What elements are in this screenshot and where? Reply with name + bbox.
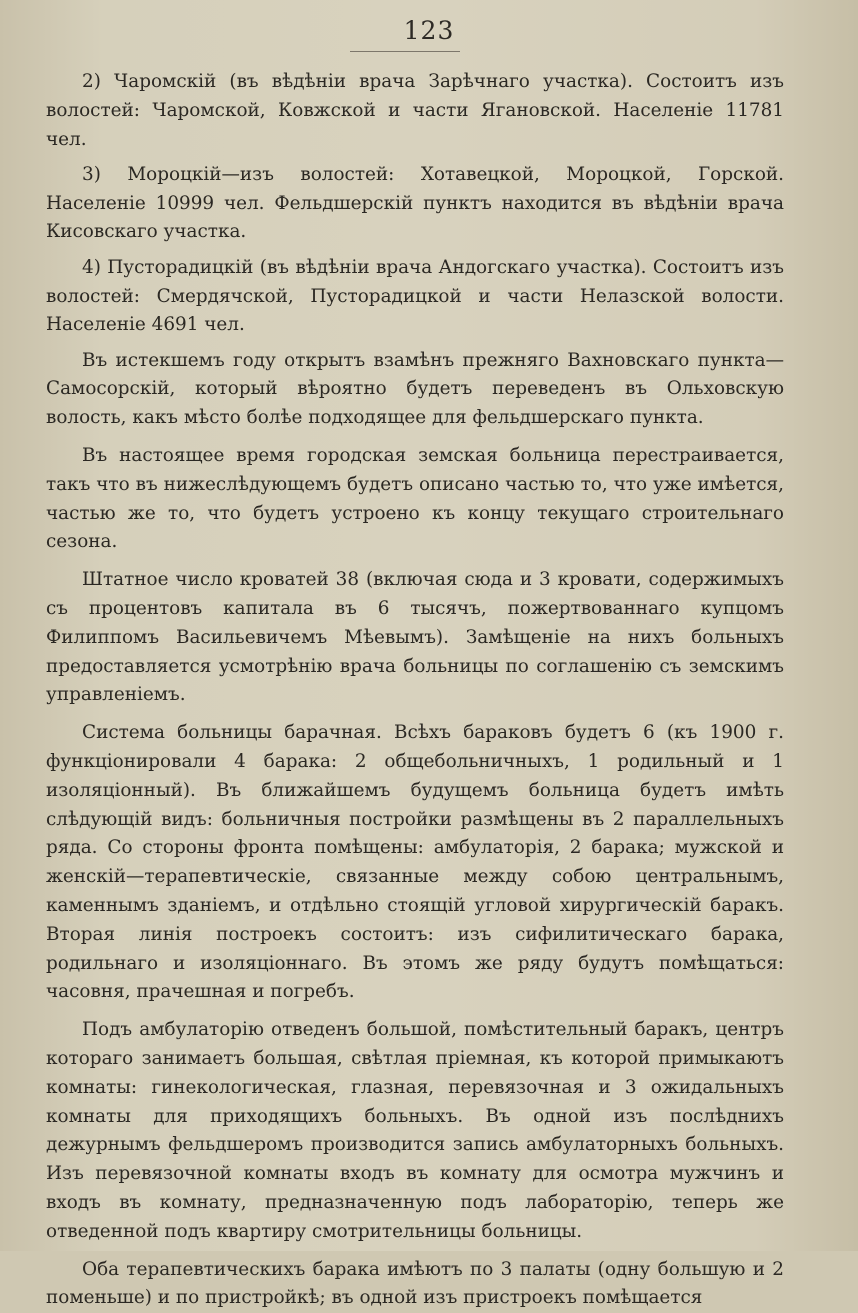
paragraph-therapeutic-barracks: Оба терапевтическихъ барака имѣютъ по 3 палаты (одну большую и 2 поменьше) и по пристройкѣ; въ одной изъ пристроекъ помѣщается (46, 1258, 784, 1309)
paragraph-samosorsky: Въ истекшемъ году открытъ взамѣнъ прежняго Вахновскаго пункта—Самосорскій, который вѣроятно будетъ переведенъ въ Ольховскую волость, какъ мѣсто болѣе подходящее для фельдшерскаго пункта. (46, 349, 784, 429)
paragraph-beds: Штатное число кроватей 38 (включая сюда и 3 кровати, содержимыхъ съ процентовъ капитала въ 6 тысячъ, пожертвованнаго купцомъ Филиппомъ Васильевичемъ Мѣевымъ). Замѣщеніе на нихъ больныхъ предоставляется усмотрѣнію врача больницы по соглашенію съ земскимъ управленіемъ. (46, 569, 784, 706)
paragraph-morotsky: 3) Мороцкій—изъ волостей: Хотавецкой, Мороцкой, Горской. Населеніе 10999 чел. Фельдшерскій пунктъ находится въ вѣдѣніи врача Кисовскаго участка. (46, 163, 784, 243)
paragraph-hospital-rebuild: Въ настоящее время городская земская больница перестраивается, такъ что въ нижеслѣдующемъ будетъ описано частью то, что уже имѣется, частью же то, что будетъ устроено къ концу текущаго строительнаго сезона. (46, 445, 784, 553)
page-number: 123 (403, 16, 455, 45)
body-text (46, 68, 784, 1313)
paragraph-barracks-system: Система больницы барачная. Всѣхъ бараковъ будетъ 6 (къ 1900 г. функціонировали 4 барака: 2 общебольничныхъ, 1 родильный и 1 изоляціонный). Въ ближайшемъ будущемъ больница будетъ имѣть слѣдующій видъ: больничныя постройки размѣщены въ 2 параллельныхъ ряда. Со стороны фронта помѣщены: амбулаторія, 2 барака; мужской и женскій—терапевтическіе, связанные между собою центральнымъ, каменнымъ зданіемъ, и отдѣльно стоящій угловой хирургическій баракъ. Вторая линія построекъ состоитъ: изъ сифилитическаго барака, родильнаго и изоляціоннаго. Въ этомъ же ряду будутъ помѣщаться: часовня, прачешная и погребъ. (46, 722, 784, 1003)
header-rule (350, 51, 460, 52)
paragraph-ambulatory: Подъ амбулаторію отведенъ большой, помѣстительный баракъ, центръ котораго занимаетъ большая, свѣтлая пріемная, къ которой примыкаютъ комнаты: гинекологическая, глазная, перевязочная и 3 ожидальныхъ комнаты для приходящихъ больныхъ. Въ одной изъ послѣднихъ дежурнымъ фельдшеромъ производится запись амбулаторныхъ больныхъ. Изъ перевязочной комнаты входъ въ комнату для осмотра мужчинъ и входъ въ комнату, предназначенную подъ лабораторію, теперь же отведенной подъ квартиру смотрительницы больницы. (46, 1019, 784, 1242)
paragraph-charomsky: 2) Чаромскій (въ вѣдѣніи врача Зарѣчнаго участка). Состоитъ изъ волостей: Чаромской, Ковжской и части Ягановской. Населеніе 11781 чел. (46, 71, 784, 150)
paragraph-pustoraditsky: 4) Пусторадицкій (въ вѣдѣніи врача Андогскаго участка). Состоитъ изъ волостей: Смердячской, Пусторадицкой и части Нелазской волости. Населеніе 4691 чел. (46, 256, 784, 336)
